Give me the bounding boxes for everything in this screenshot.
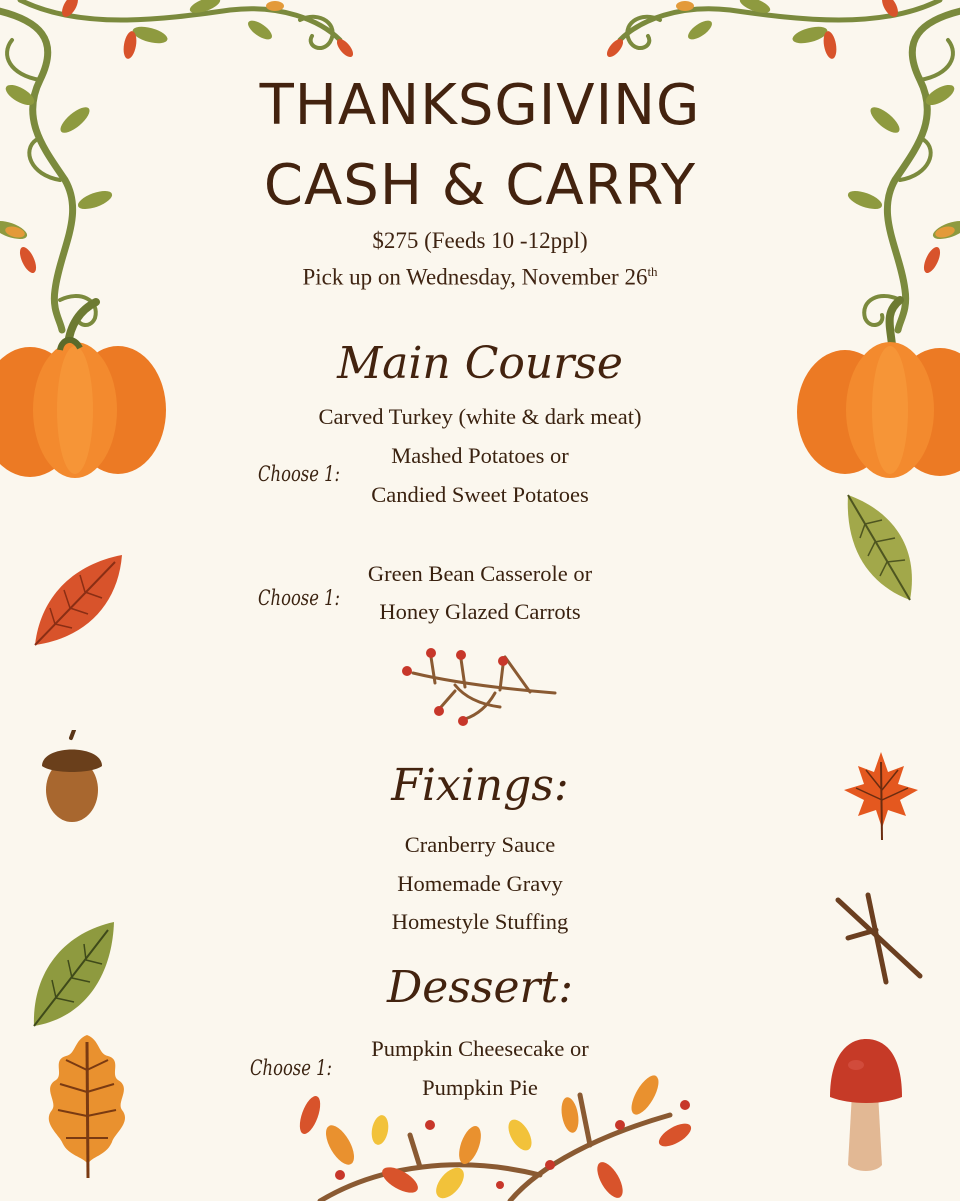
choose-label-dessert: Choose 1: <box>250 1056 333 1080</box>
choose-label-vegetables: Choose 1: <box>258 586 341 610</box>
price-text: $275 (Feeds 10 -12ppl) <box>372 228 588 253</box>
main-item-turkey: Carved Turkey (white & dark meat) <box>318 404 642 429</box>
option-mashed-potatoes: Mashed Potatoes or <box>391 443 569 468</box>
title-line-1: THANKSGIVING <box>259 73 701 138</box>
berry-branch-icon <box>395 645 565 730</box>
option-pumpkin-cheesecake: Pumpkin Cheesecake or <box>371 1036 589 1061</box>
fixings-heading: Fixings: <box>391 760 569 811</box>
pickup-date: Pick up on Wednesday, November 26 <box>302 264 648 290</box>
main-course-heading: Main Course <box>337 338 623 389</box>
pickup-date-suffix: th <box>647 264 658 279</box>
fixings-item: Homestyle Stuffing <box>391 909 569 934</box>
title-line-2: CASH & CARRY <box>263 153 697 218</box>
option-honey-glazed-carrots: Honey Glazed Carrots <box>379 599 581 624</box>
option-candied-sweet-potatoes: Candied Sweet Potatoes <box>371 482 589 507</box>
pickup-text <box>0 264 960 291</box>
fixings-item: Cranberry Sauce <box>404 832 556 857</box>
option-green-bean-casserole: Green Bean Casserole or <box>367 561 593 586</box>
choose-label-sides: Choose 1: <box>258 462 341 486</box>
dessert-heading: Dessert: <box>386 962 574 1013</box>
fixings-item: Homemade Gravy <box>397 871 563 896</box>
option-pumpkin-pie: Pumpkin Pie <box>422 1075 538 1100</box>
